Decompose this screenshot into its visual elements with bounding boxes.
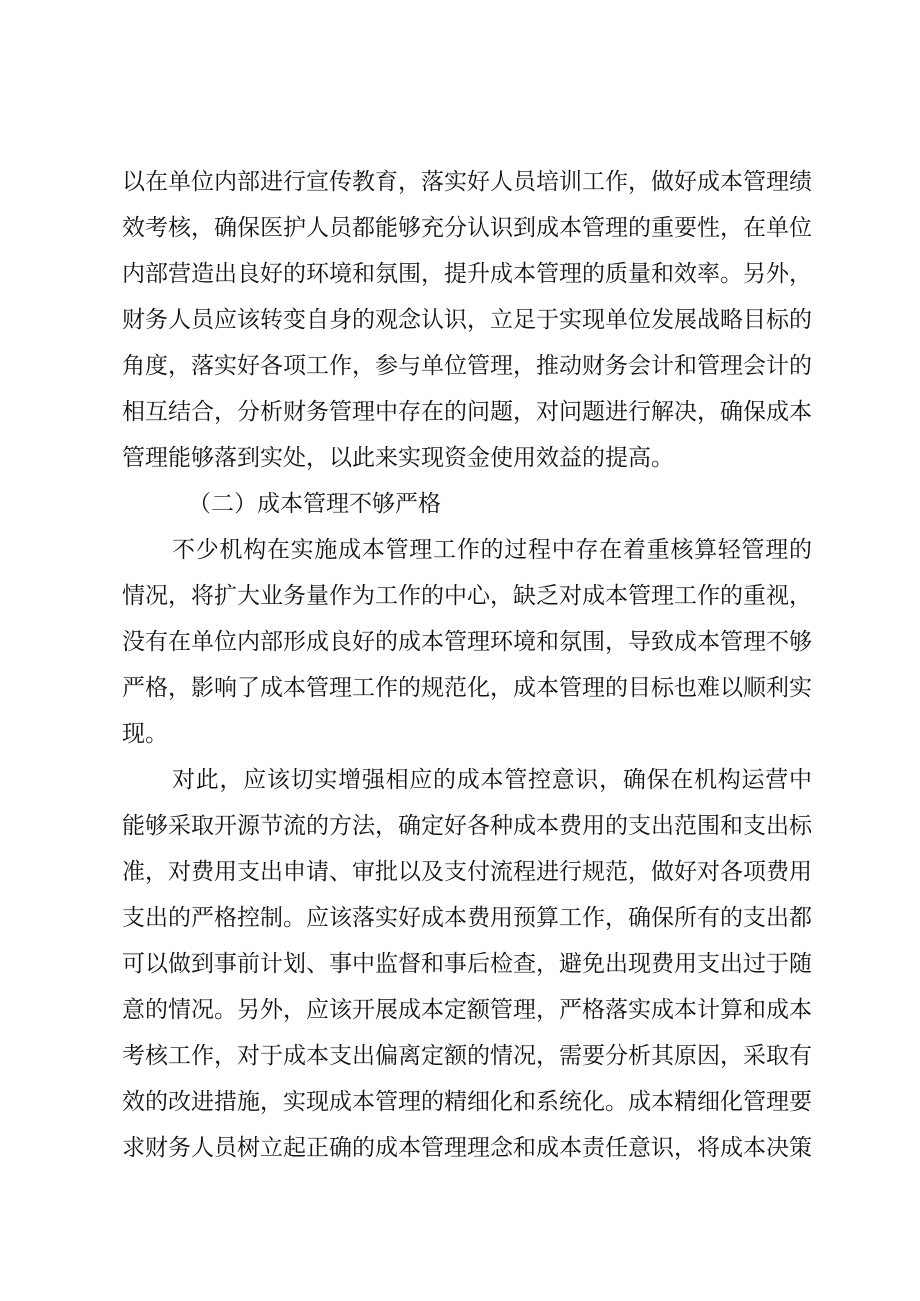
paragraph-1-line: 效考核，确保医护人员都能够充分认识到成本管理的重要性，在单位 — [122, 215, 812, 241]
section-heading: （二）成本管理不够严格 — [188, 491, 441, 517]
paragraph-2-line: 现。 — [122, 721, 168, 747]
paragraph-3-line: 考核工作，对于成本支出偏离定额的情况，需要分析其原因，采取有 — [122, 1043, 812, 1069]
paragraph-3-line: 意的情况。另外，应该开展成本定额管理，严格落实成本计算和成本 — [122, 997, 812, 1023]
paragraph-1-line: 管理能够落到实处，以此来实现资金使用效益的提高。 — [122, 445, 674, 471]
paragraph-2-line: 不少机构在实施成本管理工作的过程中存在着重核算轻管理的 — [172, 537, 812, 563]
paragraph-3-line: 支出的严格控制。应该落实好成本费用预算工作，确保所有的支出都 — [122, 905, 812, 931]
paragraph-1-line: 内部营造出良好的环境和氛围，提升成本管理的质量和效率。另外， — [122, 261, 812, 287]
paragraph-3-line: 效的改进措施，实现成本管理的精细化和系统化。成本精细化管理要 — [122, 1089, 812, 1115]
paragraph-2-line: 严格，影响了成本管理工作的规范化，成本管理的目标也难以顺利实 — [122, 675, 812, 701]
paragraph-3-line: 能够采取开源节流的方法，确定好各种成本费用的支出范围和支出标 — [122, 813, 812, 839]
paragraph-1-line: 相互结合，分析财务管理中存在的问题，对问题进行解决，确保成本 — [122, 399, 812, 425]
paragraph-3-line: 求财务人员树立起正确的成本管理理念和成本责任意识，将成本决策 — [122, 1135, 812, 1161]
paragraph-1-line: 以在单位内部进行宣传教育，落实好人员培训工作，做好成本管理绩 — [122, 169, 812, 195]
paragraph-3-line: 准，对费用支出申请、审批以及支付流程进行规范，做好对各项费用 — [122, 859, 812, 885]
paragraph-2-line: 情况，将扩大业务量作为工作的中心，缺乏对成本管理工作的重视， — [122, 583, 812, 609]
paragraph-1-line: 角度，落实好各项工作，参与单位管理，推动财务会计和管理会计的 — [122, 353, 812, 379]
paragraph-1-line: 财务人员应该转变自身的观念认识，立足于实现单位发展战略目标的 — [122, 307, 812, 333]
paragraph-2-line: 没有在单位内部形成良好的成本管理环境和氛围，导致成本管理不够 — [122, 629, 812, 655]
paragraph-3-line: 可以做到事前计划、事中监督和事后检查，避免出现费用支出过于随 — [122, 951, 812, 977]
paragraph-3-line: 对此，应该切实增强相应的成本管控意识，确保在机构运营中 — [172, 767, 812, 793]
